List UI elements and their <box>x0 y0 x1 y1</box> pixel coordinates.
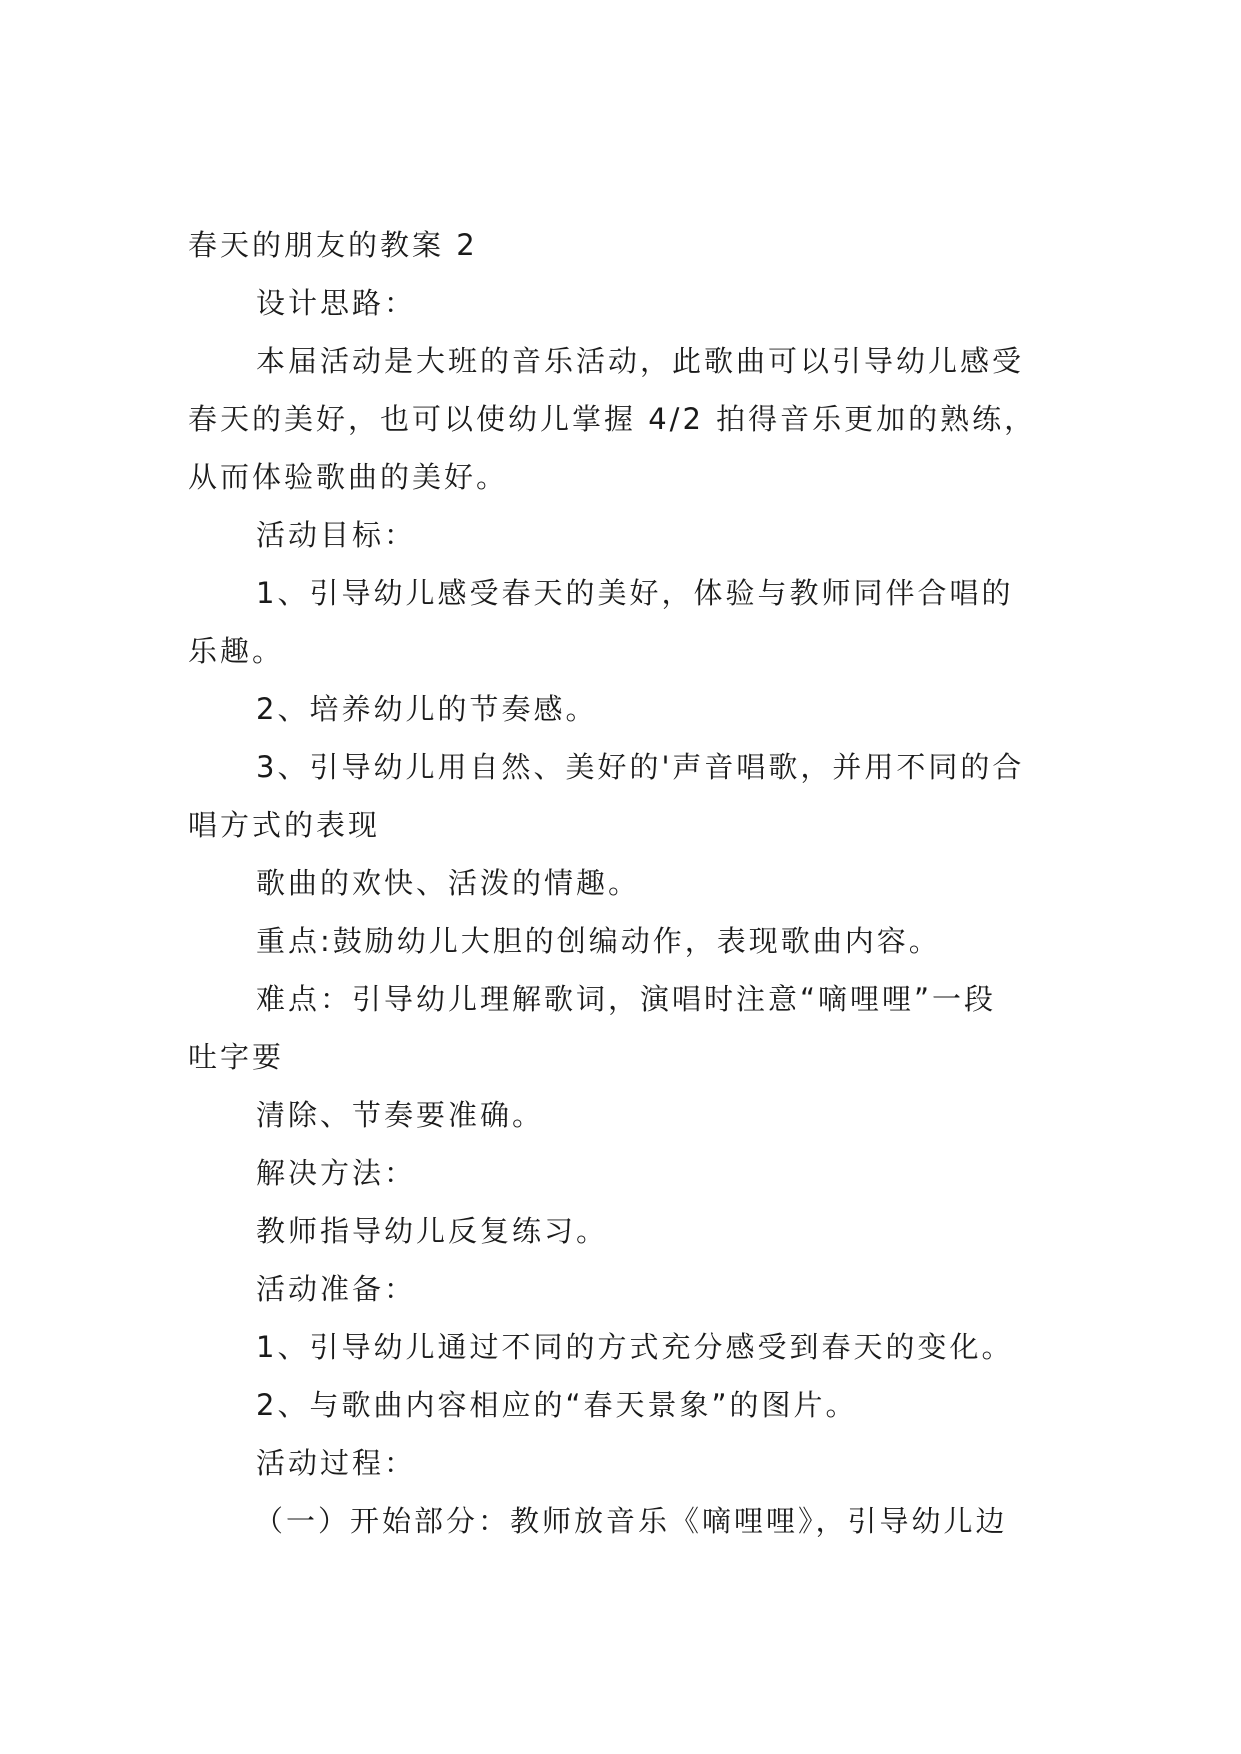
paragraph-line: 2、培养幼儿的节奏感。 <box>256 692 598 726</box>
paragraph-line: （一）开始部分：教师放音乐《嘀哩哩》，引导幼儿边 <box>254 1504 1008 1538</box>
document-title: 春天的朋友的教案 2 <box>188 228 478 262</box>
paragraph-line: 春天的美好，也可以使幼儿掌握 4/2 拍得音乐更加的熟练， <box>188 402 1037 436</box>
paragraph-line: 清除、节奏要准确。 <box>256 1098 545 1132</box>
paragraph-line: 解决方法： <box>256 1156 417 1190</box>
paragraph-line: 1、引导幼儿通过不同的方式充分感受到春天的变化。 <box>256 1330 1014 1364</box>
paragraph-line: 活动过程： <box>256 1446 417 1480</box>
paragraph-line: 活动目标： <box>256 518 417 552</box>
paragraph-line: 设计思路： <box>256 286 417 320</box>
paragraph-line: 教师指导幼儿反复练习。 <box>256 1214 609 1248</box>
paragraph-line: 乐趣。 <box>188 634 285 668</box>
paragraph-line: 3、引导幼儿用自然、美好的'声音唱歌，并用不同的合 <box>256 750 1025 784</box>
paragraph-line: 歌曲的欢快、活泼的情趣。 <box>256 866 641 900</box>
paragraph-line: 2、与歌曲内容相应的“春天景象”的图片。 <box>256 1388 858 1422</box>
paragraph-line: 活动准备： <box>256 1272 417 1306</box>
paragraph-line: 从而体验歌曲的美好。 <box>188 460 509 494</box>
paragraph-line: 本届活动是大班的音乐活动，此歌曲可以引导幼儿感受 <box>256 344 1025 378</box>
paragraph-line: 重点:鼓励幼儿大胆的创编动作，表现歌曲内容。 <box>256 924 941 958</box>
paragraph-line: 吐字要 <box>188 1040 285 1074</box>
paragraph-line: 难点：引导幼儿理解歌词，演唱时注意“嘀哩哩”一段 <box>256 982 997 1016</box>
paragraph-line: 1、引导幼儿感受春天的美好，体验与教师同伴合唱的 <box>256 576 1014 610</box>
paragraph-line: 唱方式的表现 <box>188 808 381 842</box>
